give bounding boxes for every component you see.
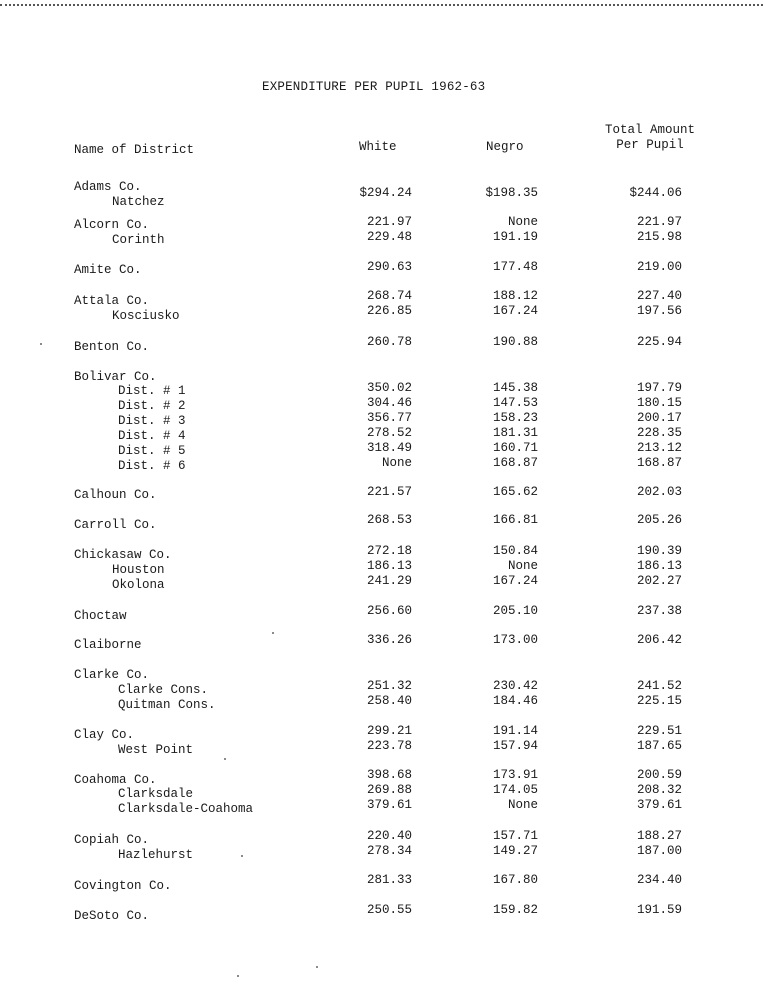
cell-white: 268.74	[366, 289, 412, 303]
column-header-white: White	[359, 140, 397, 154]
cell-total: 215.98	[636, 230, 682, 244]
page-top-edge	[0, 4, 763, 6]
cell-negro: 149.27	[492, 844, 538, 858]
cell-white: None	[381, 456, 412, 470]
cell-negro: 190.88	[492, 335, 538, 349]
district-name: Dist. # 6	[118, 459, 186, 473]
cell-negro: 167.80	[492, 873, 538, 887]
scan-speck	[272, 632, 274, 634]
cell-white: 223.78	[366, 739, 412, 753]
cell-total: 234.40	[636, 873, 682, 887]
district-name: Carroll Co.	[74, 518, 157, 532]
cell-total: 237.38	[636, 604, 682, 618]
cell-total: 187.00	[636, 844, 682, 858]
column-header-negro: Negro	[486, 140, 524, 154]
cell-white: 221.97	[366, 215, 412, 229]
district-name: Hazlehurst	[118, 848, 194, 862]
cell-total: 241.52	[636, 679, 682, 693]
cell-negro: None	[507, 215, 538, 229]
district-name: Dist. # 2	[118, 399, 186, 413]
cell-negro: 165.62	[492, 485, 538, 499]
district-name: Bolivar Co.	[74, 370, 157, 384]
district-name: Kosciusko	[112, 309, 180, 323]
district-name: Choctaw	[74, 609, 127, 623]
district-name: Clay Co.	[74, 728, 135, 742]
scan-speck	[237, 975, 239, 977]
district-name: Alcorn Co.	[74, 218, 150, 232]
cell-white: 281.33	[366, 873, 412, 887]
district-name: Quitman Cons.	[118, 698, 216, 712]
cell-white: 278.52	[366, 426, 412, 440]
cell-white: 290.63	[366, 260, 412, 274]
cell-white: 269.88	[366, 783, 412, 797]
scan-speck	[316, 966, 318, 968]
cell-negro: 173.00	[492, 633, 538, 647]
district-name: Clarksdale	[118, 787, 194, 801]
district-name: Natchez	[112, 195, 165, 209]
cell-total: 188.27	[636, 829, 682, 843]
cell-negro: 174.05	[492, 783, 538, 797]
cell-negro: 147.53	[492, 396, 538, 410]
cell-total: 205.26	[636, 513, 682, 527]
cell-negro: None	[507, 798, 538, 812]
cell-white: 272.18	[366, 544, 412, 558]
cell-negro: 167.24	[492, 574, 538, 588]
cell-white: 186.13	[366, 559, 412, 573]
scan-speck	[40, 343, 42, 345]
cell-total: 379.61	[636, 798, 682, 812]
cell-total: 219.00	[636, 260, 682, 274]
cell-total: 227.40	[636, 289, 682, 303]
cell-total: 202.03	[636, 485, 682, 499]
cell-negro: 177.48	[492, 260, 538, 274]
cell-total: 186.13	[636, 559, 682, 573]
cell-white: 268.53	[366, 513, 412, 527]
district-name: Dist. # 5	[118, 444, 186, 458]
district-name: Clarke Cons.	[118, 683, 209, 697]
district-name: Clarke Co.	[74, 668, 150, 682]
cell-negro: 191.14	[492, 724, 538, 738]
cell-negro: 158.23	[492, 411, 538, 425]
district-name: Benton Co.	[74, 340, 150, 354]
cell-total: 206.42	[636, 633, 682, 647]
cell-total: 202.27	[636, 574, 682, 588]
cell-total: 208.32	[636, 783, 682, 797]
district-name: Calhoun Co.	[74, 488, 157, 502]
cell-negro: 191.19	[492, 230, 538, 244]
district-name: Dist. # 4	[118, 429, 186, 443]
cell-white: 398.68	[366, 768, 412, 782]
cell-negro: 188.12	[492, 289, 538, 303]
cell-white: 251.32	[366, 679, 412, 693]
cell-white: 260.78	[366, 335, 412, 349]
cell-white: 336.26	[366, 633, 412, 647]
cell-total: 200.59	[636, 768, 682, 782]
column-header-district: Name of District	[74, 143, 195, 157]
cell-white: 304.46	[366, 396, 412, 410]
cell-white: 318.49	[366, 441, 412, 455]
cell-negro: None	[507, 559, 538, 573]
cell-negro: 145.38	[492, 381, 538, 395]
column-header-total-line2: Per Pupil	[616, 138, 684, 152]
district-name: Chickasaw Co.	[74, 548, 172, 562]
cell-negro: 168.87	[492, 456, 538, 470]
cell-negro: $198.35	[485, 186, 538, 200]
cell-total: 221.97	[636, 215, 682, 229]
district-name: Clarksdale-Coahoma	[118, 802, 254, 816]
cell-negro: 166.81	[492, 513, 538, 527]
cell-total: 187.65	[636, 739, 682, 753]
cell-total: 197.56	[636, 304, 682, 318]
cell-white: 226.85	[366, 304, 412, 318]
cell-total: 180.15	[636, 396, 682, 410]
cell-white: 356.77	[366, 411, 412, 425]
cell-negro: 150.84	[492, 544, 538, 558]
district-name: Claiborne	[74, 638, 142, 652]
cell-negro: 167.24	[492, 304, 538, 318]
cell-negro: 157.71	[492, 829, 538, 843]
cell-negro: 160.71	[492, 441, 538, 455]
district-name: West Point	[118, 743, 194, 757]
cell-total: 200.17	[636, 411, 682, 425]
cell-total: 191.59	[636, 903, 682, 917]
district-name: DeSoto Co.	[74, 909, 150, 923]
cell-white: 258.40	[366, 694, 412, 708]
cell-negro: 181.31	[492, 426, 538, 440]
cell-white: 229.48	[366, 230, 412, 244]
district-name: Attala Co.	[74, 294, 150, 308]
district-name: Dist. # 1	[118, 384, 186, 398]
column-header-total-line1: Total Amount	[604, 123, 695, 137]
cell-total: 225.15	[636, 694, 682, 708]
district-name: Okolona	[112, 578, 165, 592]
scan-speck	[224, 758, 226, 760]
district-name: Houston	[112, 563, 165, 577]
district-name: Corinth	[112, 233, 165, 247]
district-name: Amite Co.	[74, 263, 142, 277]
district-name: Covington Co.	[74, 879, 172, 893]
cell-total: 168.87	[636, 456, 682, 470]
district-name: Copiah Co.	[74, 833, 150, 847]
district-name: Dist. # 3	[118, 414, 186, 428]
cell-white: 278.34	[366, 844, 412, 858]
scan-speck	[241, 855, 243, 857]
cell-negro: 159.82	[492, 903, 538, 917]
column-header-total	[600, 123, 700, 153]
cell-white: $294.24	[359, 186, 412, 200]
cell-white: 350.02	[366, 381, 412, 395]
cell-negro: 173.91	[492, 768, 538, 782]
cell-total: $244.06	[629, 186, 682, 200]
cell-white: 299.21	[366, 724, 412, 738]
cell-total: 228.35	[636, 426, 682, 440]
cell-negro: 230.42	[492, 679, 538, 693]
cell-negro: 205.10	[492, 604, 538, 618]
cell-total: 213.12	[636, 441, 682, 455]
district-name: Adams Co.	[74, 180, 142, 194]
cell-white: 256.60	[366, 604, 412, 618]
cell-negro: 157.94	[492, 739, 538, 753]
cell-total: 229.51	[636, 724, 682, 738]
document-title: EXPENDITURE PER PUPIL 1962-63	[262, 80, 486, 94]
cell-total: 190.39	[636, 544, 682, 558]
cell-white: 221.57	[366, 485, 412, 499]
cell-white: 220.40	[366, 829, 412, 843]
cell-negro: 184.46	[492, 694, 538, 708]
cell-total: 197.79	[636, 381, 682, 395]
cell-white: 379.61	[366, 798, 412, 812]
cell-total: 225.94	[636, 335, 682, 349]
cell-white: 241.29	[366, 574, 412, 588]
district-name: Coahoma Co.	[74, 773, 157, 787]
cell-white: 250.55	[366, 903, 412, 917]
